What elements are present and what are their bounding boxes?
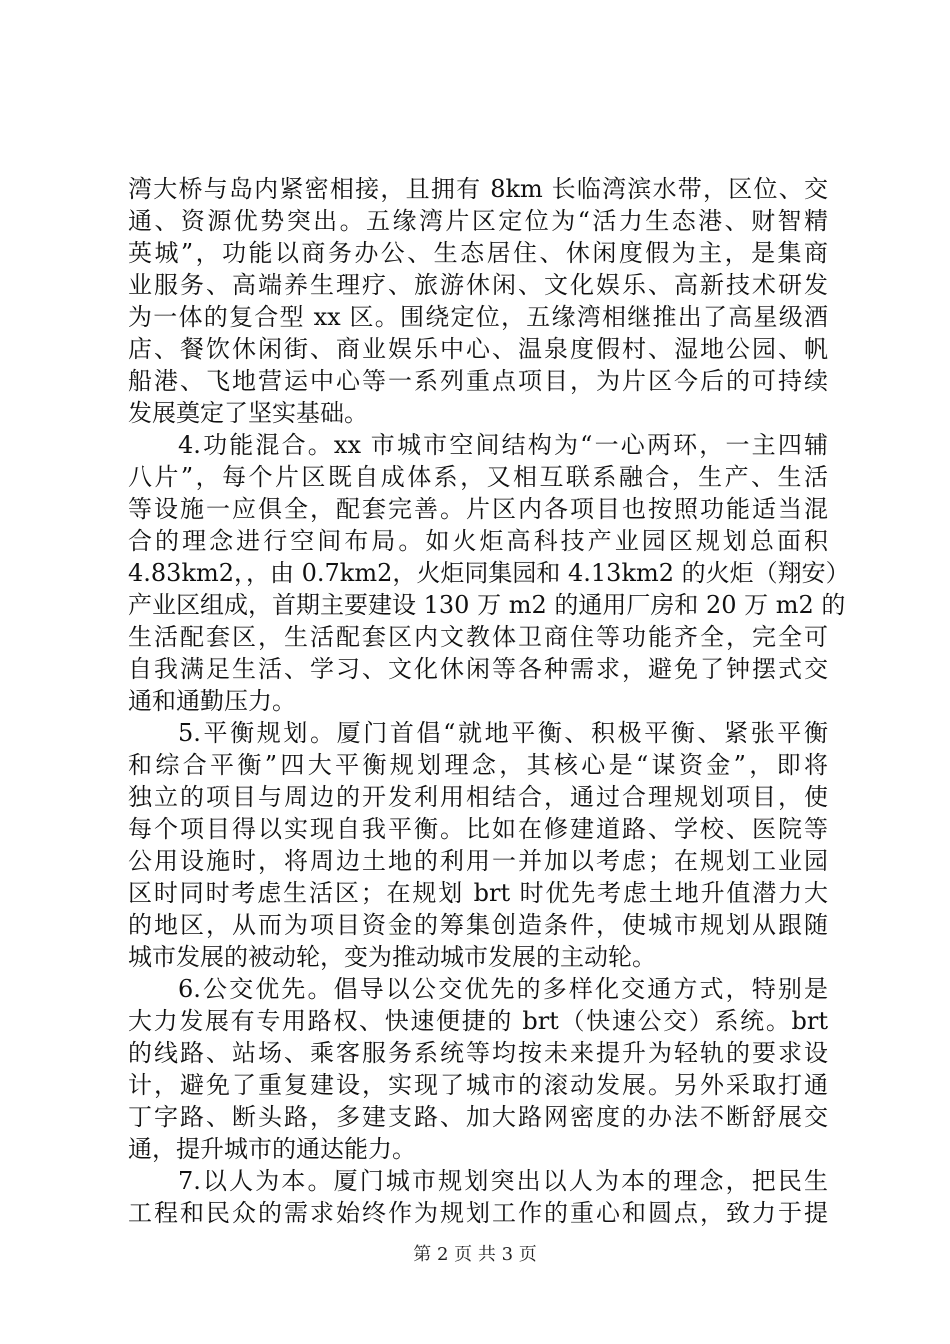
- body-line: 船港、飞地营运中心等一系列重点项目，为片区今后的可持续: [128, 367, 828, 395]
- page-number-footer: 第 2 页 共 3 页: [413, 1244, 537, 1265]
- body-line: 生活配套区，生活配套区内文教体卫商住等功能齐全，完全可: [128, 623, 828, 651]
- paragraph-start-line: 6.公交优先。倡导以公交优先的多样化交通方式，特别是: [178, 975, 828, 1003]
- body-line: 通，提升城市的通达能力。: [128, 1135, 416, 1163]
- body-line: 的线路、站场、乘客服务系统等均按未来提升为轻轨的要求设: [128, 1039, 828, 1067]
- body-line: 合的理念进行空间布局。如火炬高科技产业园区规划总面积: [128, 527, 828, 555]
- body-line: 湾大桥与岛内紧密相接，且拥有 8km 长临湾滨水带，区位、交: [128, 175, 828, 203]
- body-line: 发展奠定了坚实基础。: [128, 399, 368, 427]
- body-line: 自我满足生活、学习、文化休闲等各种需求，避免了钟摆式交: [128, 655, 828, 683]
- paragraph-start-line: 7.以人为本。厦门城市规划突出以人为本的理念，把民生: [178, 1167, 828, 1195]
- body-line: 工程和民众的需求始终作为规划工作的重心和圆点，致力于提: [128, 1199, 828, 1227]
- body-line: 业服务、高端养生理疗、旅游休闲、文化娱乐、高新技术研发: [128, 271, 828, 299]
- body-line: 计，避免了重复建设，实现了城市的滚动发展。另外采取打通: [128, 1071, 828, 1099]
- body-line: 独立的项目与周边的开发利用相结合，通过合理规划项目，使: [128, 783, 828, 811]
- paragraph-start-line: 4.功能混合。xx 市城市空间结构为“一心两环，一主四辅: [178, 431, 828, 459]
- body-line: 为一体的复合型 xx 区。围绕定位，五缘湾相继推出了高星级酒: [128, 303, 828, 331]
- body-line: 每个项目得以实现自我平衡。比如在修建道路、学校、医院等: [128, 815, 828, 843]
- body-line: 公用设施时，将周边土地的利用一并加以考虑；在规划工业园: [128, 847, 828, 875]
- body-line: 产业区组成，首期主要建设 130 万 m2 的通用厂房和 20 万 m2 的: [128, 591, 846, 619]
- body-line: 城市发展的被动轮，变为推动城市发展的主动轮。: [128, 943, 656, 971]
- body-line: 区时同时考虑生活区；在规划 brt 时优先考虑土地升值潜力大: [128, 879, 828, 907]
- body-line: 等设施一应俱全，配套完善。片区内各项目也按照功能适当混: [128, 495, 828, 523]
- body-line: 通、资源优势突出。五缘湾片区定位为“活力生态港、财智精: [128, 207, 828, 235]
- body-line: 和综合平衡”四大平衡规划理念，其核心是“谋资金”，即将: [128, 751, 828, 779]
- body-line: 丁字路、断头路，多建支路、加大路网密度的办法不断舒展交: [128, 1103, 828, 1131]
- body-line: 的地区，从而为项目资金的筹集创造条件，使城市规划从跟随: [128, 911, 828, 939]
- body-line: 英城”，功能以商务办公、生态居住、休闲度假为主，是集商: [128, 239, 828, 267]
- body-line: 大力发展有专用路权、快速便捷的 brt（快速公交）系统。brt: [128, 1007, 828, 1035]
- body-line: 4.83km2，，由 0.7km2，火炬同集园和 4.13km2 的火炬（翔安）: [128, 559, 850, 587]
- body-line: 店、餐饮休闲街、商业娱乐中心、温泉度假村、湿地公园、帆: [128, 335, 828, 363]
- paragraph-start-line: 5.平衡规划。厦门首倡“就地平衡、积极平衡、紧张平衡: [178, 719, 828, 747]
- body-line: 通和通勤压力。: [128, 687, 296, 715]
- body-line: 八片”，每个片区既自成体系，又相互联系融合，生产、生活: [128, 463, 828, 491]
